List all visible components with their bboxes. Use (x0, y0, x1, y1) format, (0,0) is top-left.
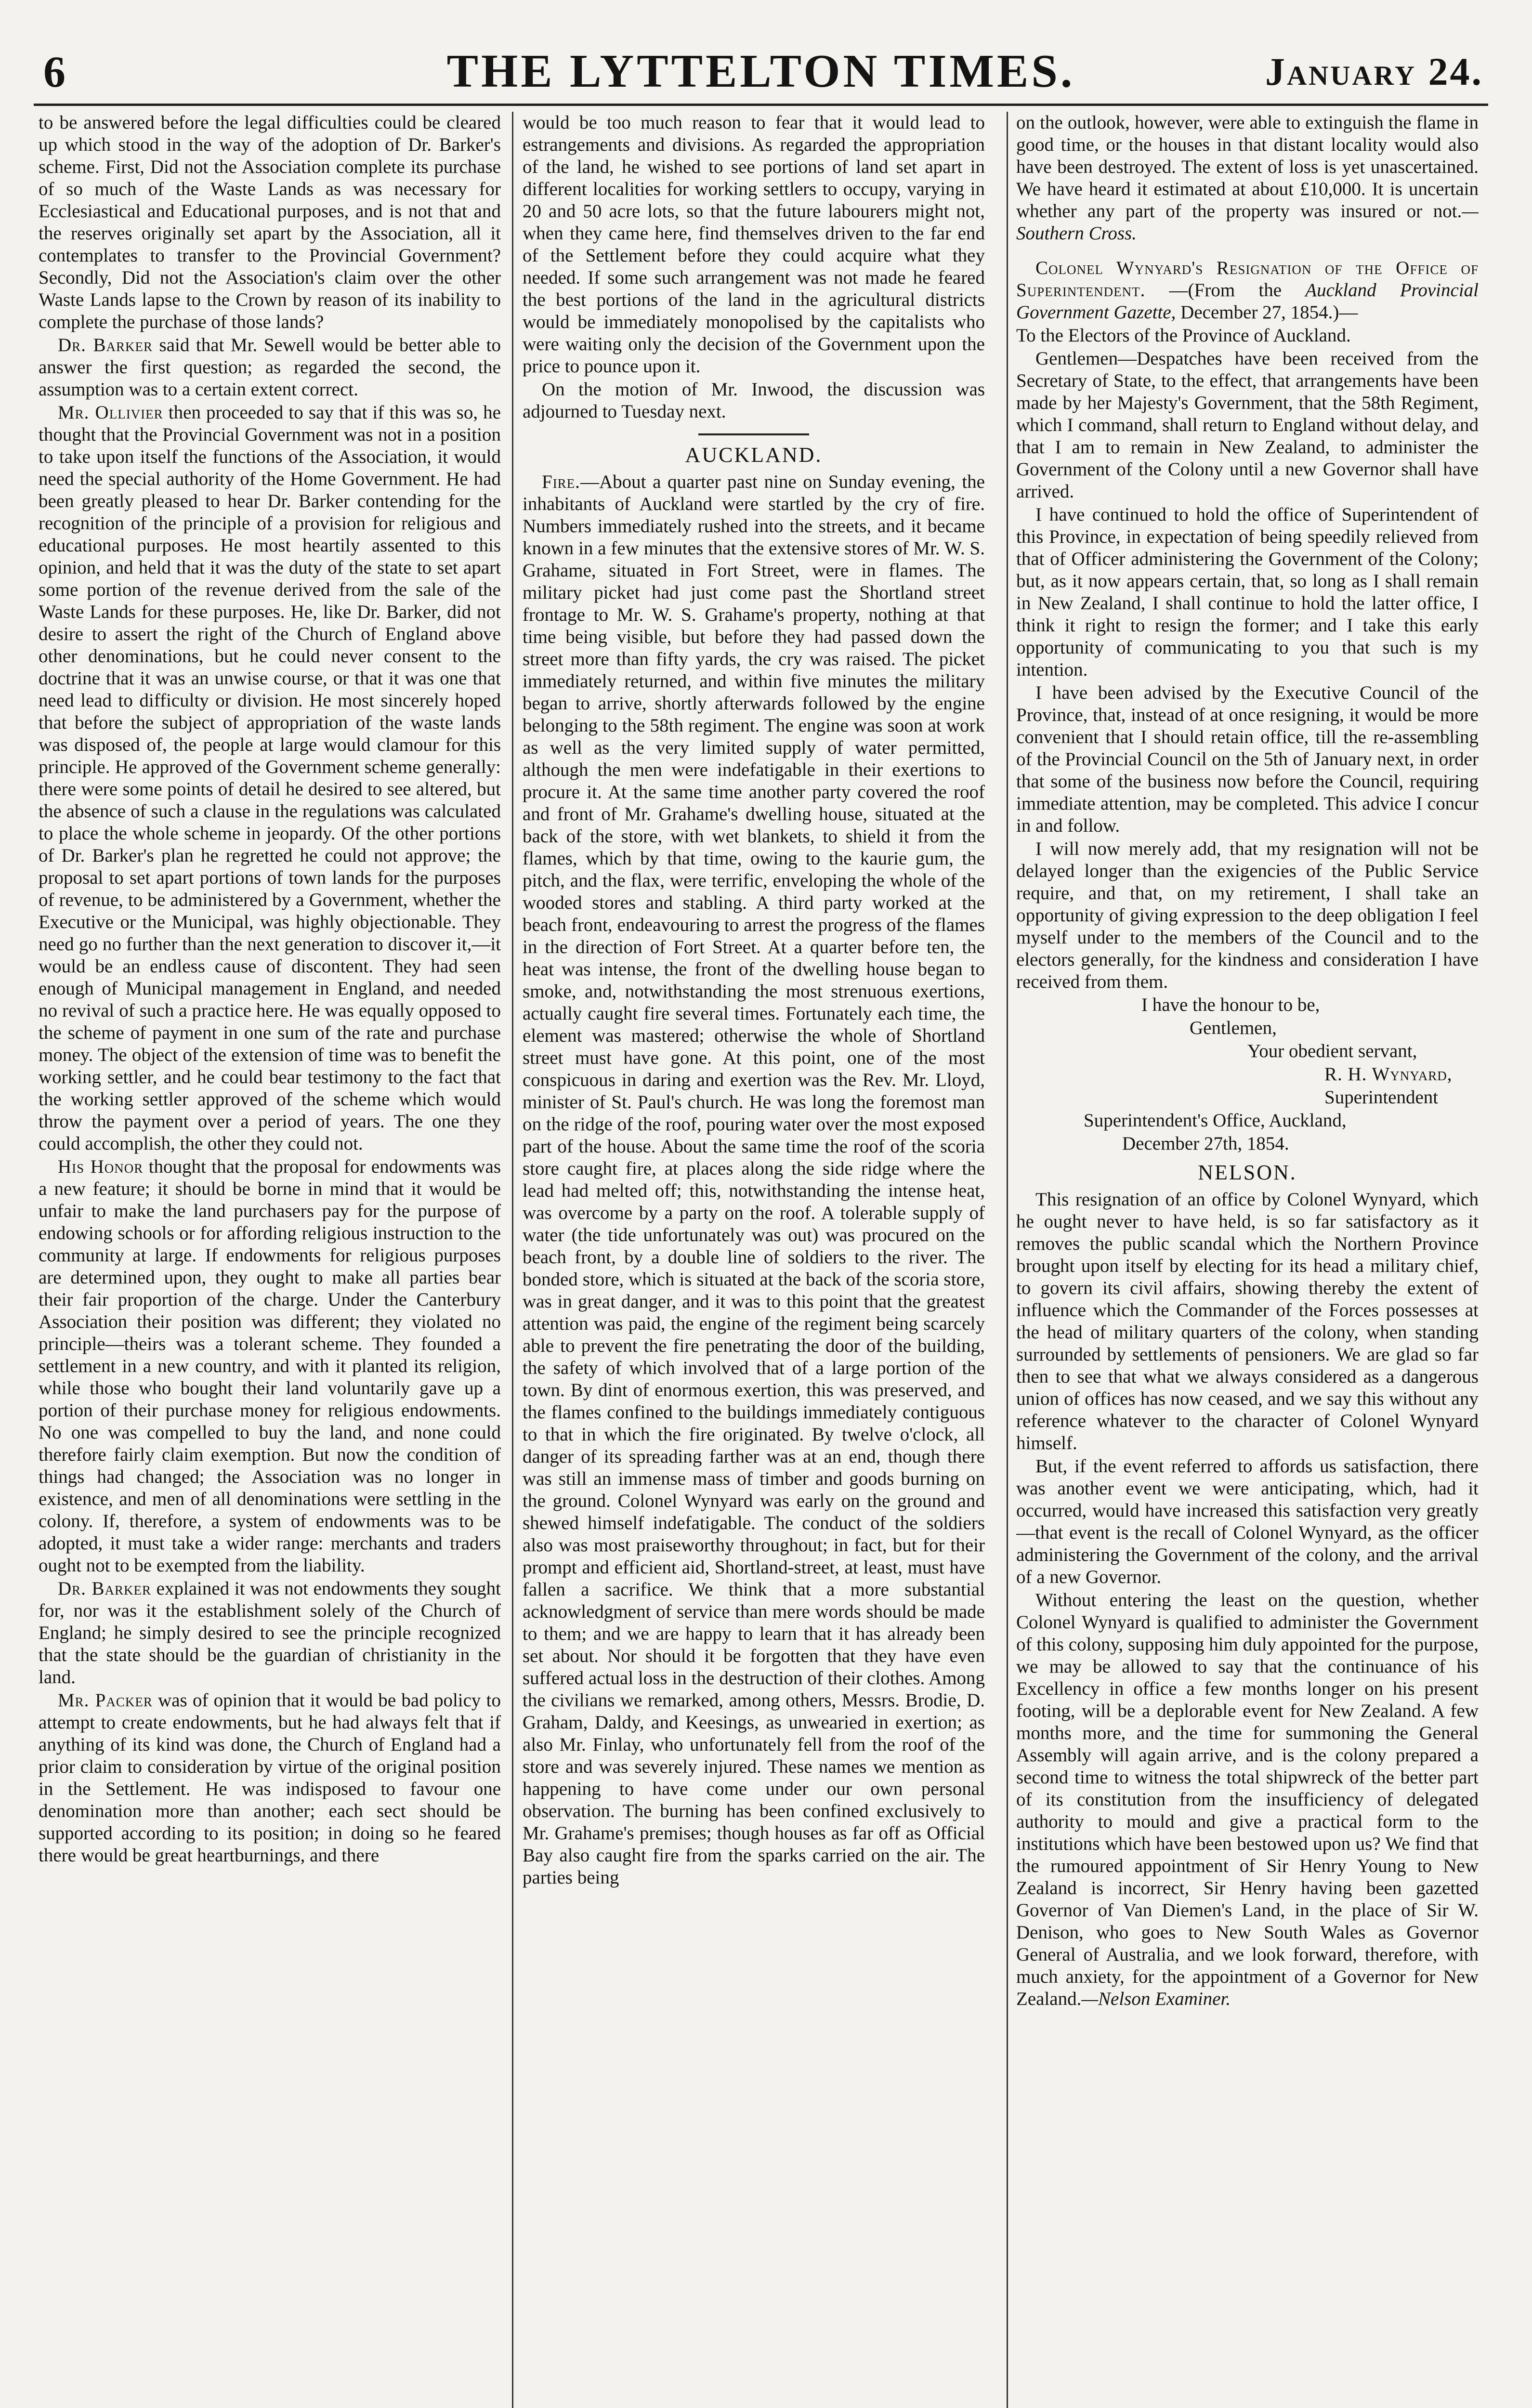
paragraph (1016, 112, 1479, 245)
signature-line: Your obedient servant, (1247, 1041, 1417, 1061)
paragraph-text: was of opinion that it would be bad policy to attempt to create endowments, but he had always felt that if anything of its kind was done, the Church of England had a prior claim to consideration by virtue of the original position in the Settlement. He was indisposed to favour one denomination more than another; each sect should be supported according to its position; in doing so he feared there would be great heartburnings, and there (39, 1690, 501, 1866)
paragraph (39, 334, 501, 401)
column-rule (512, 112, 513, 2408)
signature-line: Superintendent (1324, 1087, 1439, 1108)
section-rule (698, 433, 809, 435)
masthead (29, 46, 1493, 99)
paragraph: I have continued to hold the office of Superintendent of this Province, in expectation of being speedily relieved from that of Officer administering the Government of the Colony; but, as it now appears certain, that, so long as I shall remain in New Zealand, I shall continue to hold the latter office, I think it right to resign the former; and I take this early opportunity of communicating to you that such is my intention. (1016, 504, 1479, 680)
column-1 (39, 112, 501, 2408)
source-credit: —Nelson Examiner. (1081, 1989, 1231, 2009)
paragraph (523, 471, 985, 1889)
signature-line: Gentlemen, (1190, 1018, 1277, 1038)
paper-title: THE LYTTELTON TIMES. (446, 45, 1075, 97)
paragraph: I have been advised by the Executive Council of the Province, that, instead of at once resigning, it would be more convenient that I should retain office, till the re-assembling of the Provincial Council on the 5th of January next, in order that some of the business now before the Council, requiring immediate attention, may be completed. This advice I concur in and follow. (1016, 682, 1479, 836)
paragraph: Gentlemen—Despatches have been received from the Secretary of State, to the effect, that arrangements have been made by her Majesty's Government, that the 58th Regiment, which I command, shall return to England without delay, and that I am to remain in New Zealand, to administer the Government of the Colony until a new Governor shall have arrived. (1016, 348, 1479, 502)
paragraph: to be answered before the legal difficulties could be cleared up which stood in the way of the adoption of Dr. Barker's scheme. First, Did not the Association complete its purchase of so much of the Waste Lands as was necessary for Ecclesiastical and Educational purposes, and is not that and the reserves originally set apart by the Association, all it contemplates to transfer to the Provincial Government? Secondly, Did not the Association's claim over the other Waste Lands lapse to the Crown by reason of its inability to complete the purchase of those lands? (39, 112, 501, 332)
paragraph-text: said that Mr. Sewell would be better able to answer the first question; as regarded the second, the assumption was to a certain extent correct. (39, 335, 501, 400)
masthead-rule (34, 104, 1488, 106)
section-heading-auckland: AUCKLAND. (685, 443, 823, 467)
article-from: —(From the (1145, 280, 1306, 301)
speaker-name: Mr. Packer (58, 1690, 153, 1711)
source-credit: Auckland Provincial Government Gazette, (1016, 280, 1479, 323)
speaker-name: Mr. Ollivier (58, 402, 163, 423)
signature-line: I have the honour to be, (1141, 995, 1320, 1015)
source-credit: —Southern Cross. (1016, 201, 1479, 244)
paragraph: But, if the event referred to affords us satisfaction, there was another event we were anticipating, which, had it occurred, would have increased this satisfaction very greatly—that event is the recall of Colonel Wynyard, as the officer administering the Government of the colony, and the arrival of a new Governor. (1016, 1456, 1479, 1587)
paragraph-text: on the outlook, however, were able to extinguish the flame in good time, or the houses in that distant locality would also have been destroyed. The extent of loss is yet unascertained. We have heard it estimated at about £10,000. It is uncertain whether any part of the property was insured or not. (1016, 112, 1479, 222)
issue-date: January 24. (1265, 50, 1483, 93)
page-number: 6 (43, 47, 65, 96)
column-3 (1016, 112, 1479, 2408)
article-header (1016, 257, 1479, 324)
speaker-name: Dr. Barker (58, 335, 153, 355)
paragraph: This resignation of an office by Colonel Wynyard, which he ought never to have held, is so far satisfactory as it removes the public scandal which the Northern Province brought upon itself by electing for its head a military chief, to govern its civil affairs, showing thereby the extent of influence which the Commander of the Forces possesses at the head of military quarters of the colony, when standing surrounded by settlements of pensioners. We are glad so far then to see that what we always considered as a dangerous union of offices has now ceased, and we say this without any reference whatever to the character of Colonel Wynyard himself. (1016, 1189, 1479, 1453)
signature-line: Superintendent's Office, Auckland, (1084, 1110, 1347, 1131)
article-lead: Fire. (542, 471, 580, 492)
signature-name: R. H. Wynyard, (1324, 1064, 1453, 1085)
paragraph (1016, 1589, 1479, 2010)
paragraph-text: —About a quarter past nine on Sunday evening, the inhabitants of Auckland were startled by the cry of fire. Numbers immediately rushed into the streets, and it became known in a few minutes that the extensive stores of Mr. W. S. Grahame, situated in Fort Street, were in flames. The military picket had just come past the Shortland street frontage to Mr. W. S. Grahame's property, nothing at that time being visible, but before they had passed down the street more than fifty yards, the cry was raised. The picket immediately returned, and within five minutes the military began to arrive, shortly afterwards followed by the engine belonging to the 58th regiment. The engine was soon at work as well as the very limited supply of water permitted, although the men were indefatigable in their exertions to procure it. At the same time another party covered the roof and front of Mr. Grahame's dwelling house, situated at the back of the store, with wet blankets, to shield it from the flames, which by that time, owing to the kaurie gum, the pitch, and the flax, were terrific, enveloping the whole of the wooded stores and stabling. A third party worked at the beach front, endeavouring to arrest the progress of the flames in the direction of Fort Street. At a quarter before ten, the heat was intense, the front of the dwelling house began to smoke, and, notwithstanding the most strenuous exertions, actually caught fire several times. Fortunately each time, the element was mastered; otherwise the whole of Shortland street must have gone. At this point, one of the most conspicuous in daring and exertion was the Rev. Mr. Lloyd, minister of St. Paul's church. He was long the foremost man on the ridge of the roof, pouring water over the most exposed part of the house. About the same time the roof of the scoria store caught fire, at places along the side ridge where the lead had melted off; this, notwithstanding the intense heat, was overcome by a party on the roof. A tolerable supply of water (the tide unfortunately was out) was procured on the beach front, by a double line of soldiers to the river. The bonded store, which is situated at the back of the scoria store, was in great danger, and it was to this point that the greatest attention was paid, the engine of the regiment being scarcely able to prevent the fire penetrating the door of the building, the safety of which involved that of a large portion of the town. By dint of enormous exertion, this was preserved, and the flames confined to the buildings immediately contiguous to that in which the fire originated. By twelve o'clock, all danger of its spreading farther was at an end, though there was still an immense mass of timber and goods burning on the ground. Colonel Wynyard was early on the ground and shewed himself indefatigable. The conduct of the soldiers also was most praiseworthy throughout; in fact, but for their prompt and efficient aid, Shortland-street, at least, must have fallen a sacrifice. We think that a more substantial acknowledgment of service than mere words should be made to them; and we are happy to learn that it has already been set about. Nor should it be forgotten that they have even suffered actual loss in the destruction of their clothes. Among the civilians we remarked, among others, Messrs. Brodie, D. Graham, Daldy, and Keesings, as unwearied in exertion; as also Mr. Finlay, who unfortunately fell from the roof of the store and was severely injured. These names we mention as happening to have come under our own personal observation. The burning has been confined exclusively to Mr. Grahame's premises; though houses as far off as Official Bay also caught fire from the sparks carried on the air. The parties being (523, 471, 985, 1888)
column-rule (1007, 112, 1008, 2408)
article-title: Colonel Wynyard's Resignation of the Office of Superintendent. (1016, 258, 1479, 301)
paragraph: I will now merely add, that my resignation will not be delayed longer than the exigencies of the Public Service require, and that, on my retirement, I shall take an opportunity of giving expression to the deep obligation I feel myself under to the members of the Council and to the electors generally, for the kindness and consideration I have received from them. (1016, 838, 1479, 992)
column-2 (523, 112, 985, 2408)
paragraph (39, 1156, 501, 1577)
section-heading-nelson: NELSON. (1198, 1161, 1297, 1184)
paragraph: would be too much reason to fear that it would lead to estrangements and divisions. As regarded the appropriation of the land, he wished to see portions of land set apart in different localities for working settlers to occupy, varying in 20 and 50 acre lots, so that the future labourers might not, when they came here, find themselves driven to the far end of the Settlement before they could acquire what they needed. If some such arrangement was not made he feared the best portions of the land in the agricultural districts would be immediately monopolised by the capitalists who were waiting only the decision of the Government upon the price to pounce upon it. (523, 112, 985, 377)
speaker-name: His Honor (58, 1156, 144, 1177)
paragraph-text: then proceeded to say that if this was so, he thought that the Provincial Government was not in a position to take upon itself the functions of the Association, it would need the special authority of the Home Government. He had been greatly pleased to hear Dr. Barker contending for the recognition of the principle of a provision for religious and educational purposes. He most heartily assented to this opinion, and held that it was the duty of the state to set apart some portion of the revenue derived from the sale of the Waste Lands for these purposes. He, like Dr. Barker, did not desire to assert the right of the Church of England above other denominations, but he could never consent to the doctrine that it was an unwise course, or that it was one that need lead to difficulty or division. He most sincerely hoped that before the subject of appropriation of the waste lands was disposed of, the people at large would clamour for this principle. He approved of the Government scheme generally: there were some points of detail he desired to see altered, but the absence of such a clause in the regulations was calculated to place the whole scheme in jeopardy. Of the other portions of Dr. Barker's plan he regretted he could not approve; the proposal to set apart portions of town lands for the purposes of revenue, to be administered by a Government, whether the Executive or the Municipal, was highly objectionable. They need go no further than the next generation to discover it,—it would be an endless cause of discontent. They had seen enough of Municipal management in England, and needed no revival of such a practice here. He was equally opposed to the scheme of payment in one sum of the rate and purchase money. The object of the extension of time was to benefit the working settler, and he could bear testimony to the fact that the working settler approved of the scheme which would throw the payment over a period of years. The one they could accomplish, the other they could not. (39, 402, 501, 1154)
paragraph (39, 1578, 501, 1688)
paragraph-text: explained it was not endowments they sought for, nor was it the establishment solely of the Church of England; he simply desired to see the principle recognized that the state should be the guardian of christianity in the land. (39, 1578, 501, 1688)
article-date: December 27, 1854.)— (1176, 302, 1358, 323)
speaker-name: Dr. Barker (58, 1578, 152, 1599)
signature-line: December 27th, 1854. (1122, 1133, 1289, 1154)
paragraph: On the motion of Mr. Inwood, the discussion was adjourned to Tuesday next. (523, 379, 985, 422)
paragraph-text: thought that the proposal for endowments was a new feature; it should be borne in mind that it would be unfair to make the land purchasers pay for the purpose of endowing schools or for affording religious instruction to the community at large. If endowments for religious purposes are determined upon, they ought to make all parties bear their fair proportion of the charge. Under the Canterbury Association their position was different; they violated no principle—theirs was a tolerant scheme. They founded a settlement in a new country, and with it planted its religion, while those who bought their land voluntarily gave up a portion of their purchase money for religious endowments. No one was compelled to buy the land, and none could therefore fairly claim exemption. But now the condition of things had changed; the Association was no longer in existence, and men of all denominations were settling in the colony. If, therefore, a system of endowments was to be adopted, it must take a wider range: merchants and traders ought not to be exempted from the liability. (39, 1156, 501, 1576)
paragraph (39, 1689, 501, 1867)
paragraph-text: Without entering the least on the question, whether Colonel Wynyard is qualified to administer the Government of this colony, supposing him duly appointed for the purpose, we may be allowed to say that the continuance of his Excellency in office a few months longer on his present footing, will be a deplorable event for New Zealand. A few months more, and the time for summoning the General Assembly will again arrive, and is the colony prepared a second time to witness the total shipwreck of the better part of its constitution from the insufficiency of delegated authority to mould and give a practical form to the institutions which have been bestowed upon us? We find that the rumoured appointment of Sir Henry Young to New Zealand is incorrect, Sir Henry having been gazetted Governor of Van Diemen's Land, in the place of Sir W. Denison, who goes to New South Wales as Governor General of Australia, and we look forward, therefore, with much anxiety, for the appointment of a Governor for New Zealand. (1016, 1590, 1479, 2009)
paragraph (39, 402, 501, 1155)
address-line: To the Electors of the Province of Auckland. (1016, 325, 1351, 346)
